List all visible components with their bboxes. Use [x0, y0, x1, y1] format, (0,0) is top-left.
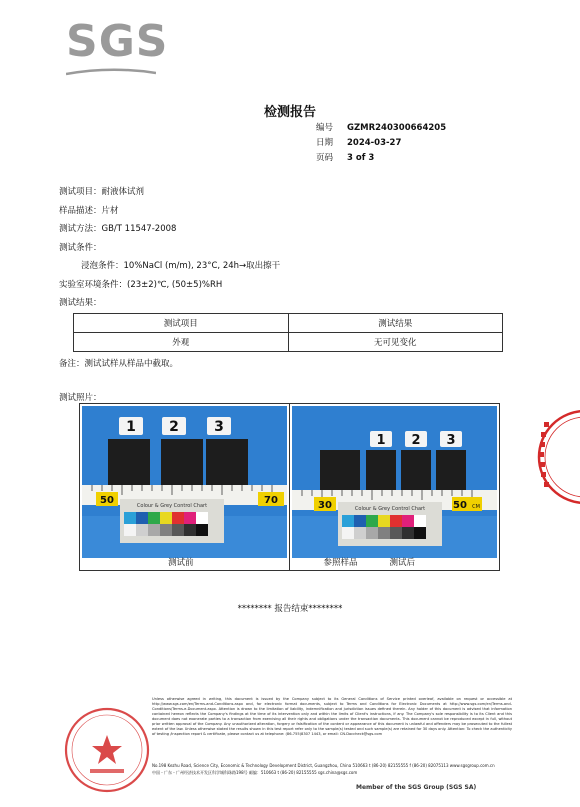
- sample-piece-1: [108, 439, 150, 487]
- report-meta: [316, 121, 446, 166]
- report-number-row: [316, 121, 446, 136]
- table-cell: 无可见变化: [288, 333, 503, 352]
- photo-before: [82, 406, 287, 558]
- ruler-unit-label: CM: [471, 504, 480, 510]
- photo-cell-before: [80, 404, 290, 570]
- report-end: ******** 报告结束********: [237, 604, 343, 614]
- page-number-label: 页码: [316, 153, 334, 163]
- sgs-logo: [66, 16, 169, 70]
- ruler-end-label: 70: [264, 495, 278, 506]
- sample-tag-1-text: 1: [126, 419, 136, 435]
- test-info: [59, 183, 280, 313]
- immersion-conditions: 浸泡条件：10%NaCl (m/m), 23°C, 24h→取出擦干: [81, 261, 281, 271]
- reference-sample: [320, 450, 360, 490]
- address-english: No.198 Kezhu Road, Science City, Economic & Technology Development District, Guangzhou, China 510663 t (86-20) 82155555 f (86-20) 82075113 www.sgsgroup.com.cn: [152, 763, 495, 768]
- ruler-start-label: 50: [100, 495, 114, 506]
- report-number-label: 编号: [316, 123, 334, 133]
- page-number: 3 of 3: [347, 153, 375, 163]
- caption-after: [290, 557, 500, 569]
- caption-after-text: 测试后: [389, 558, 416, 568]
- table-row: [74, 333, 503, 352]
- sample-piece-3: [436, 450, 466, 492]
- report-date: 2024-03-27: [347, 138, 402, 148]
- logo-text: SGS: [66, 16, 169, 67]
- table-cell: 外观: [74, 333, 289, 352]
- photos-label: 测试照片：: [59, 393, 102, 403]
- ruler-end-label: 50: [452, 500, 467, 511]
- table-header: 测试项目: [74, 314, 289, 333]
- sample-tag-3-text: 3: [214, 419, 224, 435]
- report-date-row: [316, 136, 446, 151]
- test-conditions-label: 测试条件：: [59, 242, 102, 253]
- report-number: GZMR240300664205: [347, 123, 447, 133]
- table-header: 测试结果: [288, 314, 503, 333]
- address-chinese: 中国・广东・广州经济技术开发区科学城科珠路198号 邮编：510663 t (86-20) 82155555 sgs.china@sgs.com: [152, 770, 358, 775]
- sample-piece-2: [401, 450, 431, 492]
- test-method: 测试方法：GB/T 11547-2008: [59, 224, 177, 234]
- ruler-start-label: 30: [317, 500, 332, 511]
- test-item: 测试项目：耐液体试剂: [59, 187, 145, 197]
- sample-tag-2-text: 2: [169, 419, 179, 435]
- caption-before-text: 测试前: [168, 558, 194, 568]
- sample-tag-3-text: 3: [445, 433, 456, 448]
- seal-stamp-bottom-icon: [62, 705, 152, 795]
- caption-reference-text: 参照样品: [323, 558, 358, 568]
- result-table: [73, 313, 503, 352]
- sgs-membership: Member of the SGS Group (SGS SA): [356, 784, 477, 791]
- caption-before: [80, 557, 289, 569]
- company-address: [152, 762, 512, 776]
- photo-before-illustration: [82, 406, 287, 558]
- page-number-row: [316, 151, 446, 166]
- test-results-label: 测试结果：: [59, 298, 102, 308]
- report-title: 检测报告: [263, 105, 316, 120]
- remark: 备注：测试试样从样品中截取。: [59, 359, 179, 369]
- sample-piece-3: [206, 439, 248, 487]
- report-date-label: 日期: [316, 138, 334, 148]
- legal-disclaimer: Unless otherwise agreed in writing, this document is issued by the Company subject to its General Conditions of Service printed overleaf, available on request or accessible at http://www.sgs.com/en/Terms-and-Conditions.aspx and, for electronic format documents, subject to Terms and Conditions for Electronic Documents at http://www.sgs.com/en/Terms-and-Conditions/Terms-e-Document.aspx. Attention is drawn to the limitation of liability, indemnification and jurisdiction issues defined therein. Any holder of this document is advised that information contained hereon reflects the Company's findings at the time of its intervention only and within the limits of Client's instructions, if any. The Company's sole responsibility is to its Client and this document does not exonerate parties to a transaction from exercising all their rights and obligations under the transaction documents. This document cannot be reproduced except in full, without prior written approval of the Company. Any unauthorized alteration, forgery or falsification of the content or appearance of this document is unlawful and offenders may be prosecuted to the fullest extent of the law. Unless otherwise stated the results shown in this test report refer only to the sample(s) tested and such sample(s) are retained for 30 days only. Attention: To check the authenticity of testing /inspection report & certificate, please contact us at telephone: (86-755)8307 1443, or email: CN.Doccheck@sgs.com: [152, 697, 512, 736]
- logo-swoosh-icon: [66, 68, 156, 78]
- table-header-row: [74, 314, 503, 333]
- sample-tag-2-text: 2: [410, 433, 421, 448]
- sample-piece-1: [366, 450, 396, 492]
- colour-chart-title: Colour & Grey Control Chart: [354, 506, 425, 512]
- photo-cell-after: [290, 404, 500, 570]
- colour-chart-title: Colour & Grey Control Chart: [136, 503, 208, 509]
- sample-piece-2: [161, 439, 203, 487]
- photo-after-illustration: [292, 406, 498, 558]
- lab-environment: 实验室环境条件：(23±2)℃, (50±5)%RH: [59, 279, 223, 290]
- photo-after: [292, 406, 498, 558]
- sample-tag-1-text: 1: [375, 433, 386, 448]
- seal-stamp-right-icon: [530, 402, 580, 512]
- sample-description: 样品描述：片材: [59, 205, 119, 216]
- photo-table: [79, 403, 500, 571]
